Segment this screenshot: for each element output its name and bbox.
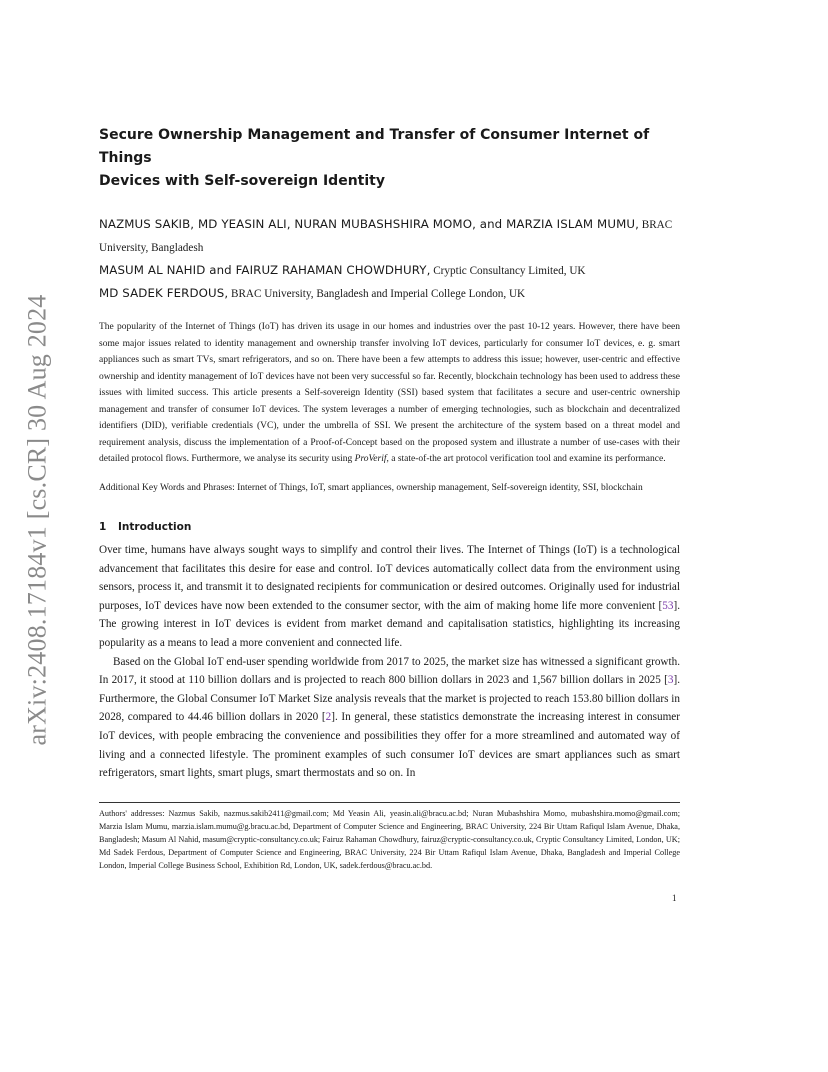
abstract-tool-name: ProVerif (354, 454, 387, 464)
paragraph-text: Over time, humans have always sought ways to simplify and control their lives. The Internet of Things (IoT) is a technological advancement that facilitates this desire for ease and control. IoT devices automatically collect data from the environment using sensors, process it, and transmit it to designated recipients for communication or desired outcomes. Originally used for industrial purposes, IoT devices have now been extended to the consumer sector, with the aim of making home life more convenient [ (99, 544, 680, 612)
keywords: Additional Key Words and Phrases: Internet of Things, IoT, smart appliances, ownership management, Self-sovereign identity, SSI, blockchain (99, 482, 643, 493)
abstract-text: The popularity of the Internet of Things (IoT) has driven its usage in our homes and industries over the past 10-12 years. However, there have been some major issues related to identity management and ownership transfer involving IoT devices, particularly for consumer IoT devices, e. g. smart appliances such as smart TVs, smart refrigerators, and so on. There have been a few attempts to address this issue; however, user-centric and effective ownership and identity management of IoT devices have not been very successful so far. Recently, blockchain technology has been used to address these issues with limited success. This article presents a Self-sovereign Identity (SSI) based system that facilitates a secure and user-centric ownership management and transfer of consumer IoT devices. The system leverages a number of emerging technologies, such as blockchain and decentralized identifiers (DID), verifiable credentials (VC), under the umbrella of SSI. We present the architecture of the system based on a threat model and requirement analysis, discuss the implementation of a Proof-of-Concept based on the proposed system and illustrate a number of use-cases with their detailed protocol flows. Furthermore, we analyse its security using (99, 322, 680, 464)
paragraph-text: ]. In general, these statistics demonstrate the increasing interest in consumer IoT devices, with people embracing the convenience and possibilities they offer for a more streamlined and automated way of living and a connected lifestyle. The prominent examples of such consumer IoT devices are smart appliances such as smart refrigerators, smart lights, smart plugs, smart thermostats and so on. In (99, 711, 680, 780)
paragraph-text: ]. Furthermore, the Global Consumer IoT Market Size analysis reveals that the market is projected to reach 153.80 billion dollars in 2028, compared to 44.46 billion dollars in 2020 [ (99, 674, 680, 724)
paper-page (99, 124, 680, 783)
author-names: NAZMUS SAKIB, MD YEASIN ALI, NURAN MUBASHSHIRA MOMO, and MARZIA ISLAM MUMU, (99, 217, 639, 231)
arxiv-id: arXiv:2408.17184v1 [cs.CR] 30 Aug 2024 (23, 294, 52, 746)
body-text (99, 541, 680, 783)
arxiv-sidebar-stamp (22, 280, 54, 760)
page-number: 1 (672, 893, 677, 903)
paragraph-text: Based on the Global IoT end-user spending worldwide from 2017 to 2025, the market size has witnessed a significant growth. In 2017, it stood at 110 billion dollars and is projected to reach 800 billion dollars in 2023 and 1,567 billion dollars in 2025 [ (99, 655, 680, 687)
abstract-text-end: , a state-of-the art protocol verification tool and examine its performance. (386, 454, 666, 464)
author-names: MASUM AL NAHID and FAIRUZ RAHAMAN CHOWDHURY, (99, 263, 431, 277)
author-group (99, 282, 680, 305)
paragraph (99, 541, 680, 653)
paper-title (99, 124, 680, 193)
author-block (99, 213, 680, 305)
author-affiliation: Cryptic Consultancy Limited, UK (430, 265, 586, 277)
paragraph (99, 653, 680, 783)
author-group (99, 213, 680, 259)
author-affiliation: BRAC University, Bangladesh (99, 219, 673, 254)
paragraph-text: ]. The growing interest in IoT devices is evident from market demand and capitalisation statistics, highlighting its increasing popularity as a means to lead a more convenient and connected life. (99, 599, 680, 649)
title-line-1: Secure Ownership Management and Transfer of Consumer Internet of Things (99, 127, 650, 166)
citation-link[interactable]: 3 (667, 674, 674, 687)
author-names: MD SADEK FERDOUS, (99, 286, 229, 300)
abstract (99, 319, 680, 468)
author-group (99, 259, 680, 282)
citation-link[interactable]: 2 (325, 711, 332, 724)
title-line-2: Devices with Self-sovereign Identity (99, 173, 385, 189)
section-heading (99, 520, 680, 534)
author-affiliation: BRAC University, Bangladesh and Imperial College London, UK (228, 288, 526, 300)
section-title: Introduction (118, 521, 192, 533)
author-addresses-footnote: Authors' addresses: Nazmus Sakib, nazmus.sakib2411@gmail.com; Md Yeasin Ali, yeasin.ali@bracu.ac.bd; Nuran Mubashshira Momo, mubashshira.momo@gmail.com; Marzia Islam Mumu, marzia.islam.mumu@g.bracu.ac.bd, Department of Computer Science and Engineering, BRAC University, 224 Bir Uttam Rafiqul Islam Avenue, Dhaka, Bangladesh; Masum Al Nahid, masum@cryptic-consultancy.co.uk; Fairuz Rahaman Chowdhury, fairuz@cryptic-consultancy.co.uk, Cryptic Consultancy Limited, London, UK; Md Sadek Ferdous, Department of Computer Science and Engineering, BRAC University, 224 Bir Uttam Rafiqul Islam Avenue, Dhaka, Bangladesh and Imperial College London, Imperial College Business School, Exhibition Rd, London, UK, sadek.ferdous@bracu.ac.bd. (99, 802, 680, 872)
citation-link[interactable]: 53 (662, 599, 674, 612)
section-number: 1 (99, 521, 107, 533)
